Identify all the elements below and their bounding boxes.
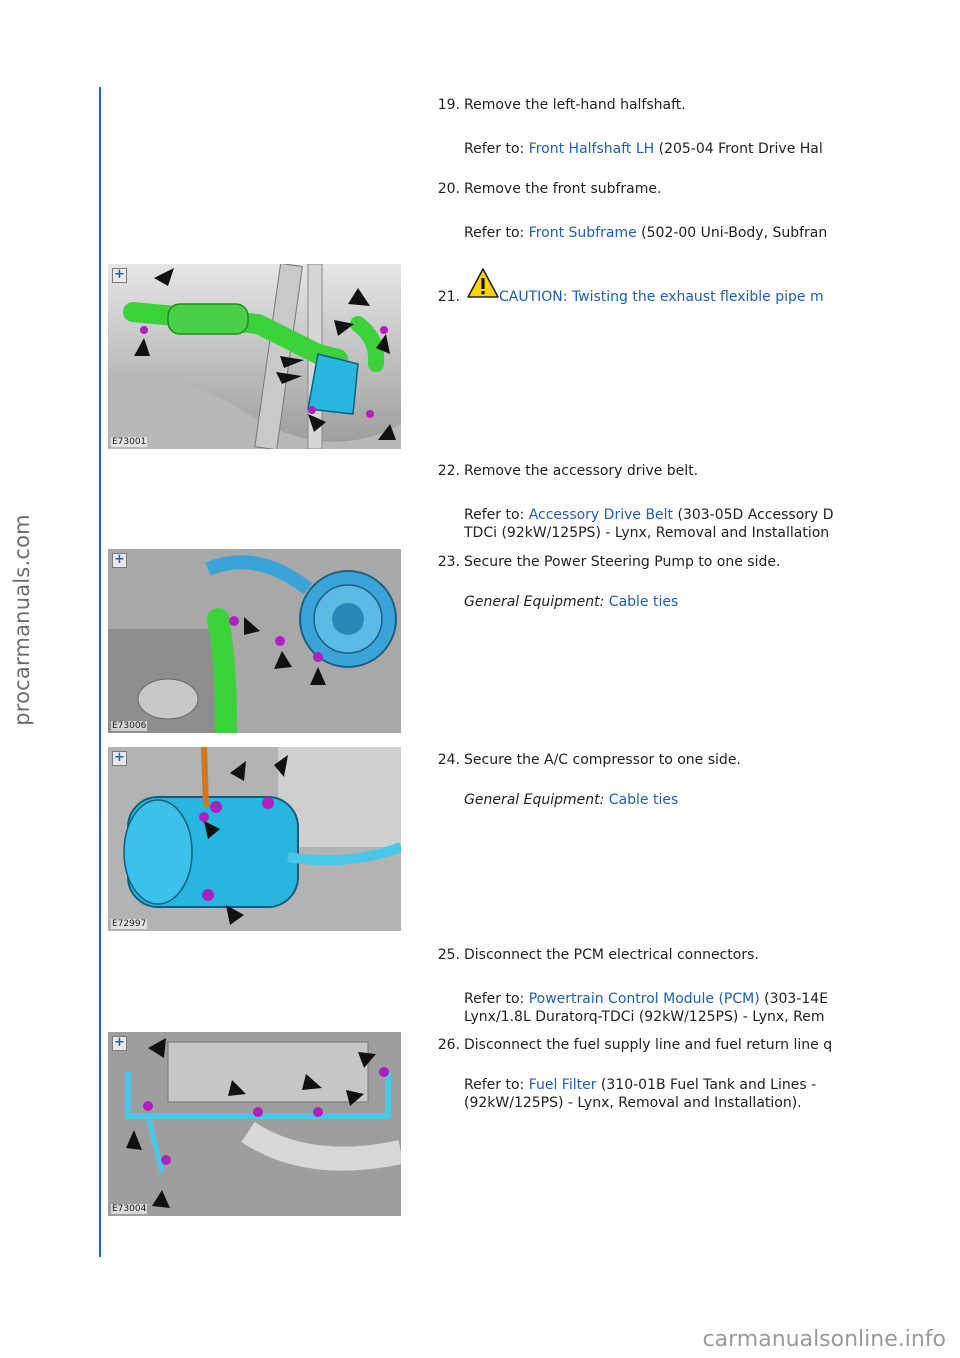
- figure-power-steering-pump[interactable]: [108, 549, 401, 733]
- general-equipment: [464, 593, 678, 611]
- zoom-icon[interactable]: +: [112, 268, 127, 283]
- step-text: Secure the A/C compressor to one side.: [464, 752, 741, 768]
- ref-rest: (502-00 Uni-Body, Subfran: [636, 225, 828, 241]
- figure-ac-compressor[interactable]: [108, 747, 401, 931]
- equipment-link[interactable]: Cable ties: [608, 594, 679, 610]
- zoom-icon[interactable]: +: [112, 751, 127, 766]
- step-number: 20.: [437, 181, 460, 197]
- step-number: 22.: [437, 463, 460, 479]
- step-number: 26.: [437, 1037, 460, 1053]
- step-reference: [464, 1076, 816, 1094]
- step-reference: [464, 140, 823, 158]
- ref-link[interactable]: Powertrain Control Module (PCM): [528, 991, 760, 1007]
- figure-exhaust-pipe[interactable]: [108, 264, 401, 449]
- ref-continuation: TDCi (92kW/125PS) - Lynx, Removal and Installation: [464, 525, 830, 541]
- step-text: Remove the front subframe.: [464, 181, 662, 197]
- ref-link[interactable]: Accessory Drive Belt: [528, 507, 674, 523]
- step-number: 23.: [437, 554, 460, 570]
- zoom-icon[interactable]: +: [112, 553, 127, 568]
- general-equipment: [464, 791, 678, 809]
- step-23: [424, 553, 872, 613]
- step-20: [424, 180, 872, 250]
- figure-code: E72997: [112, 919, 147, 929]
- ref-rest: (303-14E: [759, 991, 829, 1007]
- ref-prefix: Refer to:: [464, 225, 529, 241]
- step-22: [424, 462, 872, 542]
- ref-rest: (303-05D Accessory D: [673, 507, 834, 523]
- step-26: [424, 1036, 872, 1116]
- step-text: Remove the accessory drive belt.: [464, 463, 699, 479]
- zoom-icon[interactable]: +: [112, 1036, 127, 1051]
- step-number: 19.: [437, 97, 460, 113]
- exhaust-illustration: [108, 264, 401, 449]
- caution-text: CAUTION: Twisting the exhaust flexible pipe m: [499, 289, 824, 305]
- step-text: Remove the left-hand halfshaft.: [464, 97, 686, 113]
- figure-code: E73001: [112, 437, 147, 447]
- ref-link[interactable]: Front Subframe: [528, 225, 637, 241]
- ac-compressor-illustration: [108, 747, 401, 931]
- equipment-label: General Equipment:: [464, 594, 609, 610]
- ref-prefix: Refer to:: [464, 141, 529, 157]
- left-rule: [99, 87, 101, 1257]
- side-watermark: procarmanuals.com: [10, 514, 34, 726]
- step-25: [424, 946, 872, 1026]
- step-number: 25.: [437, 947, 460, 963]
- step-text: Disconnect the fuel supply line and fuel return line q: [464, 1037, 833, 1053]
- figure-fuel-lines[interactable]: [108, 1032, 401, 1216]
- ref-link[interactable]: Fuel Filter: [528, 1077, 597, 1093]
- warning-icon: [466, 267, 500, 299]
- step-number: 21.: [437, 289, 460, 305]
- figure-code: E73006: [112, 721, 147, 731]
- ref-prefix: Refer to:: [464, 1077, 529, 1093]
- step-reference: [464, 990, 828, 1008]
- footer-watermark: carmanualsonline.info: [702, 1327, 946, 1352]
- ref-rest: (205-04 Front Drive Hal: [654, 141, 823, 157]
- step-24: [424, 751, 872, 811]
- step-number: 24.: [437, 752, 460, 768]
- step-text: Disconnect the PCM electrical connectors.: [464, 947, 759, 963]
- step-reference: [464, 224, 827, 242]
- fuel-lines-illustration: [108, 1032, 401, 1216]
- step-19: [424, 96, 872, 166]
- ref-prefix: Refer to:: [464, 991, 529, 1007]
- ref-link[interactable]: Front Halfshaft LH: [528, 141, 655, 157]
- step-text: Secure the Power Steering Pump to one side.: [464, 554, 781, 570]
- step-reference: [464, 506, 834, 524]
- ref-prefix: Refer to:: [464, 507, 529, 523]
- equipment-link[interactable]: Cable ties: [608, 792, 679, 808]
- ref-rest: (310-01B Fuel Tank and Lines -: [596, 1077, 817, 1093]
- power-steering-illustration: [108, 549, 401, 733]
- figure-code: E73004: [112, 1204, 147, 1214]
- equipment-label: General Equipment:: [464, 792, 609, 808]
- ref-continuation: (92kW/125PS) - Lynx, Removal and Installation).: [464, 1095, 802, 1111]
- ref-continuation: Lynx/1.8L Duratorq-TDCi (92kW/125PS) - Lynx, Rem: [464, 1009, 825, 1025]
- step-21: [424, 266, 872, 316]
